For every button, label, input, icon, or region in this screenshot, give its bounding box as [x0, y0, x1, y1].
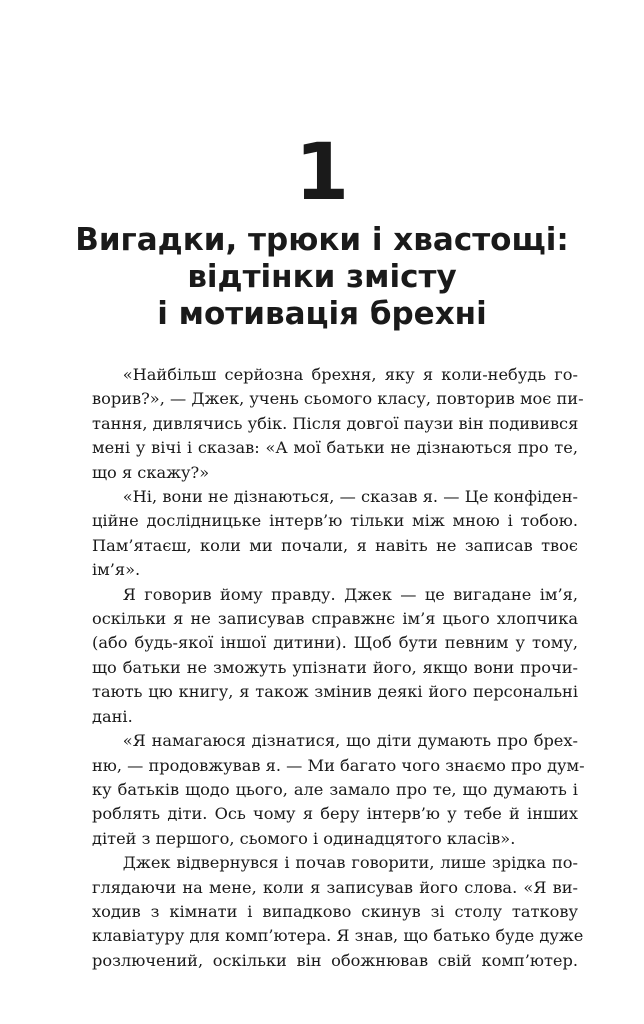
text-line: (або будь-якої іншої дитини). Щоб бути певним у тому, [92, 633, 578, 653]
chapter-title [0, 222, 644, 333]
text-line: «Ні, вони не дізнаються, — сказав я. — Це конфіден- [122, 487, 578, 507]
paragraph [92, 729, 585, 851]
text-line: дані. [92, 706, 133, 726]
text-line: ційне дослідницьке інтерв’ю тільки між мною і тобою. [92, 511, 578, 531]
paragraph [92, 583, 578, 729]
body-text [92, 363, 585, 973]
text-line: тають цю книгу, я також змінив деякі його персональні [92, 682, 578, 702]
text-line: глядаючи на мене, коли я записував його слова. «Я ви- [92, 877, 578, 897]
text-line: дітей з першого, сьомого і одинадцятого класів». [92, 828, 516, 848]
text-line: ім’я». [92, 560, 141, 580]
text-line: Пам’ятаєш, коли ми почали, я навіть не записав твоє [92, 535, 578, 555]
chapter-title-line: відтінки змісту [187, 259, 457, 295]
text-line: «Найбільш серйозна брехня, яку я коли-небудь го- [122, 365, 578, 384]
text-line: ходив з кімнати і випадково скинув зі столу таткову [92, 901, 578, 921]
text-line: роблять діти. Ось чому я беру інтерв’ю у тебе й інших [92, 804, 578, 824]
text-line: тання, дивлячись убік. Після довгої паузи він подивився [92, 413, 579, 433]
text-line: Джек відвернувся і почав говорити, лише зрідка по- [122, 853, 578, 873]
text-line: ню, — продовжував я. — Ми багато чого знаємо про дум- [92, 755, 585, 775]
text-line: мені у вічі і сказав: «А мої батьки не дізнаються про те, [92, 438, 578, 458]
text-line: ворив?», — Джек, учень сьомого класу, повторив моє пи- [92, 389, 584, 409]
text-line: ку батьків щодо цього, але замало про те, що думають і [92, 779, 578, 799]
paragraph [92, 363, 584, 485]
text-line: «Я намагаюся дізнатися, що діти думають про брех- [122, 731, 578, 751]
chapter-number: 1 [294, 128, 350, 218]
text-line: Я говорив йому правду. Джек — це вигадане ім’я, [122, 584, 578, 604]
text-line: що батьки не зможуть упізнати його, якщо вони прочи- [92, 657, 578, 677]
paragraph [92, 485, 578, 583]
text-line: що я скажу?» [92, 462, 210, 482]
text-line: розлючений, оскільки він обожнював свій комп’ютер. [92, 950, 578, 970]
chapter-title-line: і мотивація брехні [157, 296, 487, 332]
chapter-title-line: Вигадки, трюки і хвастощі: [75, 222, 569, 258]
paragraph [92, 851, 584, 973]
text-line: клавіатуру для комп’ютера. Я знав, що батько буде дуже [92, 926, 584, 946]
text-line: оскільки я не записував справжнє ім’я цього хлопчика [92, 609, 578, 629]
